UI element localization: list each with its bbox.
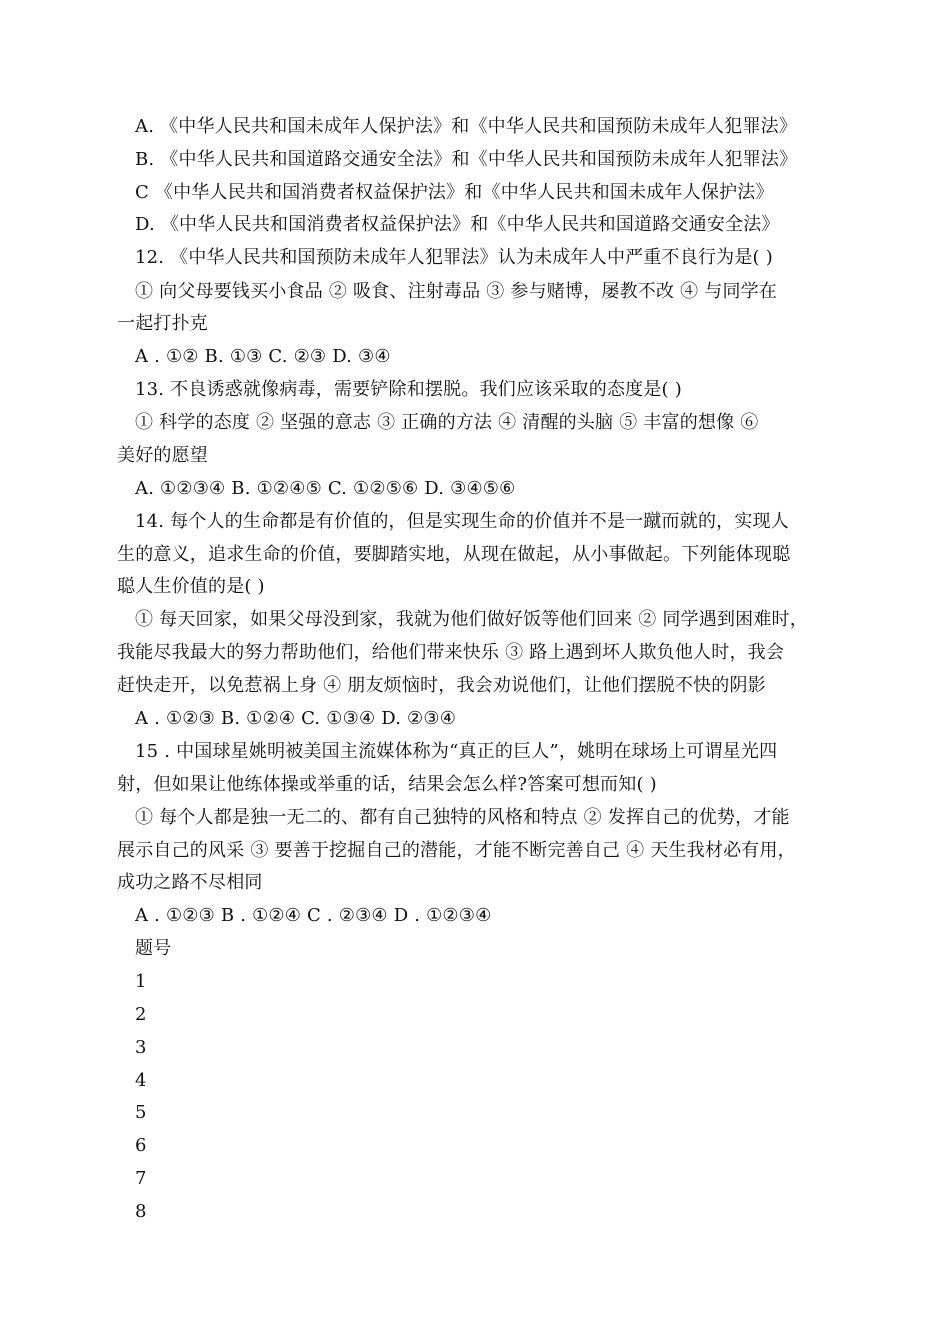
question-14-line-2: 生的意义，追求生命的价值，要脚踏实地，从现在做起，从小事做起。下列能体现聪 xyxy=(117,544,791,565)
option-b-q11: B. 《中华人民共和国道路交通安全法》和《中华人民共和国预防未成年人犯罪法》 xyxy=(135,149,798,170)
answer-table-row-number: 1 xyxy=(135,971,147,992)
q13-statements-line-1: ① 科学的态度 ② 坚强的意志 ③ 正确的方法 ④ 清醒的头脑 ⑤ 丰富的想像 ⑥ xyxy=(135,412,759,433)
q13-answer-options: A. ①②③④ B. ①②④⑤ C. ①②⑤⑥ D. ③④⑤⑥ xyxy=(135,478,516,499)
q12-statements-line-1: ① 向父母要钱买小食品 ② 吸食、注射毒品 ③ 参与赌博，屡教不改 ④ 与同学在 xyxy=(135,281,778,302)
q15-statements-line-3: 成功之路不尽相同 xyxy=(117,872,263,893)
answer-table-row-number: 7 xyxy=(135,1168,147,1189)
answer-table-row-number: 3 xyxy=(135,1037,147,1058)
option-a-q11: A. 《中华人民共和国未成年人保护法》和《中华人民共和国预防未成年人犯罪法》 xyxy=(135,116,798,137)
answer-table-row-number: 5 xyxy=(135,1102,147,1123)
q14-answer-options: A . ①②③ B. ①②④ C. ①③④ D. ②③④ xyxy=(135,708,457,729)
question-14-line-1: 14. 每个人的生命都是有价值的，但是实现生命的价值并不是一蹴而就的，实现人 xyxy=(135,511,789,532)
q14-statements-line-2: 我能尽我最大的努力帮助他们，给他们带来快乐 ③ 路上遇到坏人欺负他人时，我会 xyxy=(117,642,785,663)
answer-table-header: 题号 xyxy=(135,938,172,959)
option-c-q11: C 《中华人民共和国消费者权益保护法》和《中华人民共和国未成年人保护法》 xyxy=(135,182,774,203)
answer-table-row-number: 8 xyxy=(135,1201,147,1222)
q14-statements-line-3: 赶快走开，以免惹祸上身 ④ 朋友烦恼时，我会劝说他们，让他们摆脱不快的阴影 xyxy=(117,675,766,696)
q15-statements-line-2: 展示自己的风采 ③ 要善于挖掘自己的潜能，才能不断完善自己 ④ 天生我材必有用， xyxy=(117,840,796,861)
question-15-line-2: 射，但如果让他练体操或举重的话，结果会怎么样?答案可想而知( ) xyxy=(117,774,657,795)
answer-table-row-number: 6 xyxy=(135,1135,147,1156)
answer-table-row-number: 2 xyxy=(135,1004,147,1025)
q14-statements-line-1: ① 每天回家，如果父母没到家，我就为他们做好饭等他们回来 ② 同学遇到困难时， xyxy=(135,609,808,630)
q12-statements-line-2: 一起打扑克 xyxy=(117,313,208,334)
q15-answer-options: A . ①②③ B . ①②④ C . ②③④ D . ①②③④ xyxy=(135,905,492,926)
question-13: 13. 不良诱惑就像病毒，需要铲除和摆脱。我们应该采取的态度是( ) xyxy=(135,379,682,400)
question-15-line-1: 15 . 中国球星姚明被美国主流媒体称为“真正的巨人”，姚明在球场上可谓星光四 xyxy=(135,741,778,762)
q12-answer-options: A . ①② B. ①③ C. ②③ D. ③④ xyxy=(135,346,391,367)
answer-table-row-number: 4 xyxy=(135,1070,147,1091)
q15-statements-line-1: ① 每个人都是独一无二的、都有自己独特的风格和特点 ② 发挥自己的优势，才能 xyxy=(135,807,790,828)
option-d-q11: D. 《中华人民共和国消费者权益保护法》和《中华人民共和国道路交通安全法》 xyxy=(135,214,780,235)
question-14-line-3: 聪人生价值的是( ) xyxy=(117,576,265,597)
q13-statements-line-2: 美好的愿望 xyxy=(117,445,208,466)
question-12: 12. 《中华人民共和国预防未成年人犯罪法》认为未成年人中严重不良行为是( ) xyxy=(135,247,773,268)
